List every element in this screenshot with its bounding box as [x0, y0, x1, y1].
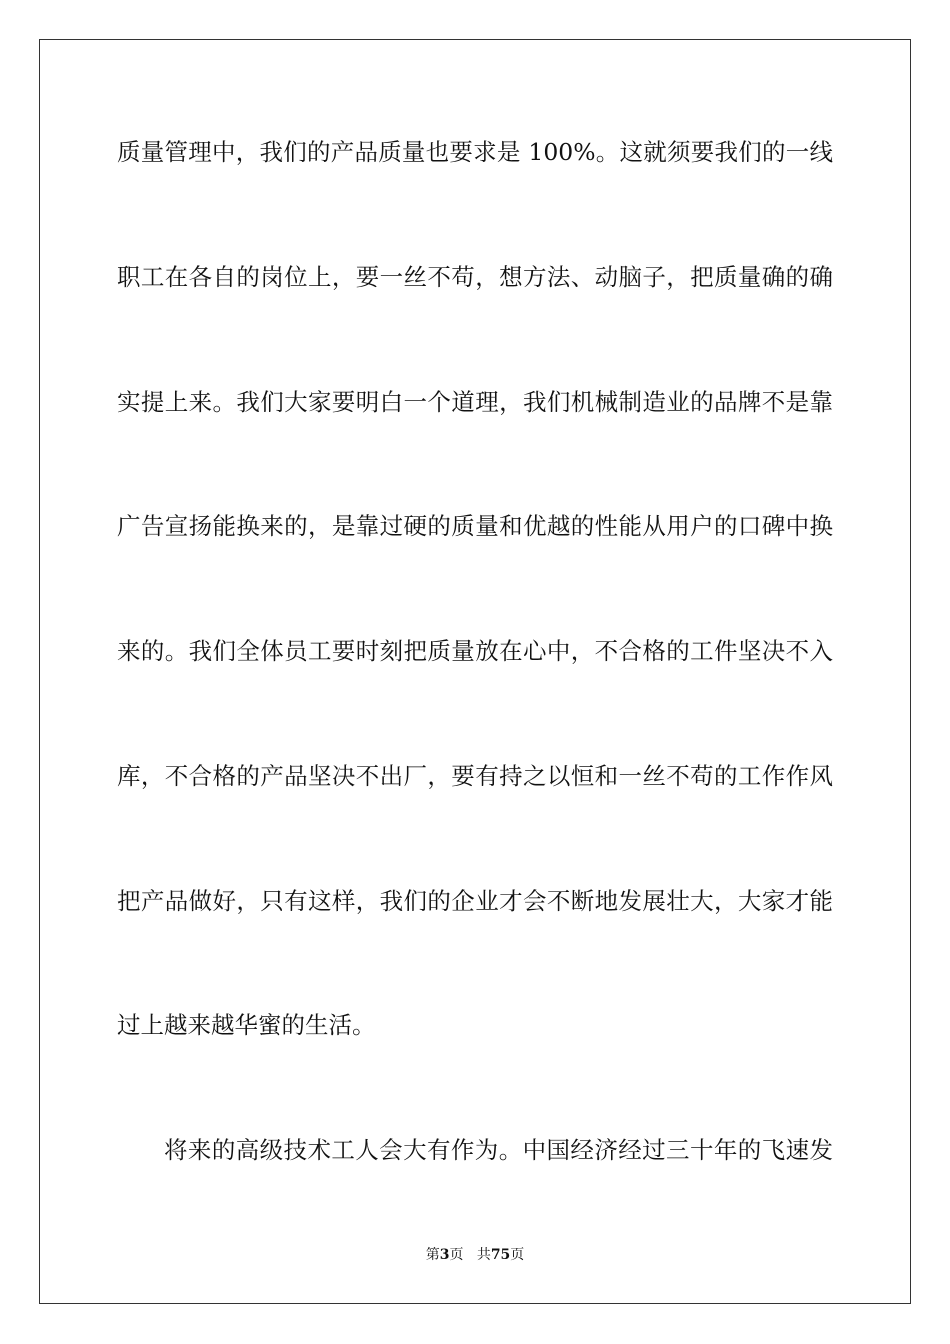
text-line-9-paragraph-start: 将来的高级技术工人会大有作为。中国经济经过三十年的飞速发 — [164, 1136, 833, 1164]
text-line-1: 质量管理中，我们的产品质量也要求是 100%。这就须要我们的一线 — [117, 138, 833, 166]
page-label-suffix: 页 — [449, 1247, 464, 1263]
text-line-4: 广告宣扬能换来的，是靠过硬的质量和优越的性能从用户的口碑中换 — [117, 512, 833, 540]
text-line-3: 实提上来。我们大家要明白一个道理，我们机械制造业的品牌不是靠 — [117, 388, 833, 416]
total-label-suffix: 页 — [510, 1247, 525, 1263]
page-border — [39, 39, 911, 1304]
page-label-prefix: 第 — [425, 1247, 440, 1263]
total-label-prefix: 共 — [476, 1247, 491, 1263]
text-line-8: 过上越来越华蜜的生活。 — [117, 1011, 376, 1039]
page-footer — [0, 1246, 950, 1264]
text-line-6: 库，不合格的产品坚决不出厂，要有持之以恒和一丝不苟的工作作风 — [117, 762, 833, 790]
text-line-2: 职工在各自的岗位上，要一丝不苟，想方法、动脑子，把质量确的确 — [117, 263, 833, 291]
text-line-7: 把产品做好，只有这样，我们的企业才会不断地发展壮大，大家才能 — [117, 887, 833, 915]
text-line-5: 来的。我们全体员工要时刻把质量放在心中，不合格的工件坚决不入 — [117, 637, 833, 665]
total-pages-number: 75 — [490, 1247, 511, 1263]
current-page-number: 3 — [439, 1247, 450, 1263]
